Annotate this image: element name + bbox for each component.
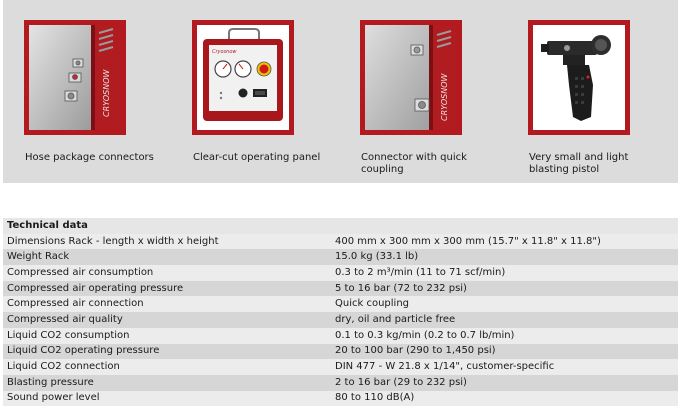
machine-side-connectors-image[interactable] [24, 20, 126, 135]
operating-panel-image[interactable] [192, 20, 294, 135]
gallery-item-quick-coupling[interactable] [339, 0, 501, 183]
table-row [3, 391, 678, 407]
spec-label: Weight Rack [3, 249, 331, 265]
operating-panel-illustration [197, 25, 289, 130]
technical-data-table [3, 218, 678, 406]
spec-value: DIN 477 - W 21.8 x 1/14", customer-specific [331, 359, 678, 375]
spec-label: Liquid CO2 consumption [3, 328, 331, 344]
spec-label: Compressed air connection [3, 296, 331, 312]
product-gallery [3, 0, 678, 183]
gallery-caption: Hose package connectors [25, 152, 154, 163]
hose-connectors-illustration [29, 25, 121, 130]
spec-value: 5 to 16 bar (72 to 232 psi) [331, 281, 678, 297]
panel-brand-label: Cryosnow [212, 49, 237, 55]
spec-value: 0.3 to 2 m³/min (11 to 71 scf/min) [331, 265, 678, 281]
spec-value: Quick coupling [331, 296, 678, 312]
table-row [3, 265, 678, 281]
spec-label: Liquid CO2 operating pressure [3, 344, 331, 360]
spec-value: 15.0 kg (33.1 lb) [331, 249, 678, 265]
spec-label: Sound power level [3, 391, 331, 407]
spec-value: 20 to 100 bar (290 to 1,450 psi) [331, 344, 678, 360]
spec-label: Compressed air consumption [3, 265, 331, 281]
quick-coupling-illustration [365, 25, 457, 130]
spec-label: Compressed air operating pressure [3, 281, 331, 297]
table-row [3, 375, 678, 391]
gallery-caption: Connector with quick coupling [361, 152, 467, 175]
spec-label: Liquid CO2 connection [3, 359, 331, 375]
table-title: Technical data [3, 218, 678, 234]
blasting-pistol-illustration [533, 25, 625, 130]
gallery-caption: Very small and light blasting pistol [529, 152, 629, 175]
spec-value: 0.1 to 0.3 kg/min (0.2 to 0.7 lb/min) [331, 328, 678, 344]
table-row [3, 234, 678, 250]
gallery-item-blasting-pistol[interactable] [507, 0, 669, 183]
brand-side-label: CRYOSNOW [102, 69, 111, 117]
spec-label: Blasting pressure [3, 375, 331, 391]
quick-coupling-image[interactable] [360, 20, 462, 135]
table-row [3, 296, 678, 312]
brand-side-label: CRYOSNOW [440, 73, 449, 121]
gallery-item-operating-panel[interactable] [171, 0, 333, 183]
spec-label: Compressed air quality [3, 312, 331, 328]
blasting-pistol-image[interactable] [528, 20, 630, 135]
spec-value: 2 to 16 bar (29 to 232 psi) [331, 375, 678, 391]
spec-value: 80 to 110 dB(A) [331, 391, 678, 407]
spec-label: Dimensions Rack - length x width x height [3, 234, 331, 250]
table-row [3, 328, 678, 344]
gallery-item-hose-connectors[interactable] [3, 0, 165, 183]
table-row [3, 249, 678, 265]
spec-value: dry, oil and particle free [331, 312, 678, 328]
spec-value: 400 mm x 300 mm x 300 mm (15.7" x 11.8" x 11.8") [331, 234, 678, 250]
table-row [3, 344, 678, 360]
table-row [3, 312, 678, 328]
table-row [3, 359, 678, 375]
gallery-caption: Clear-cut operating panel [193, 152, 321, 163]
table-header-row [3, 218, 678, 234]
table-row [3, 281, 678, 297]
